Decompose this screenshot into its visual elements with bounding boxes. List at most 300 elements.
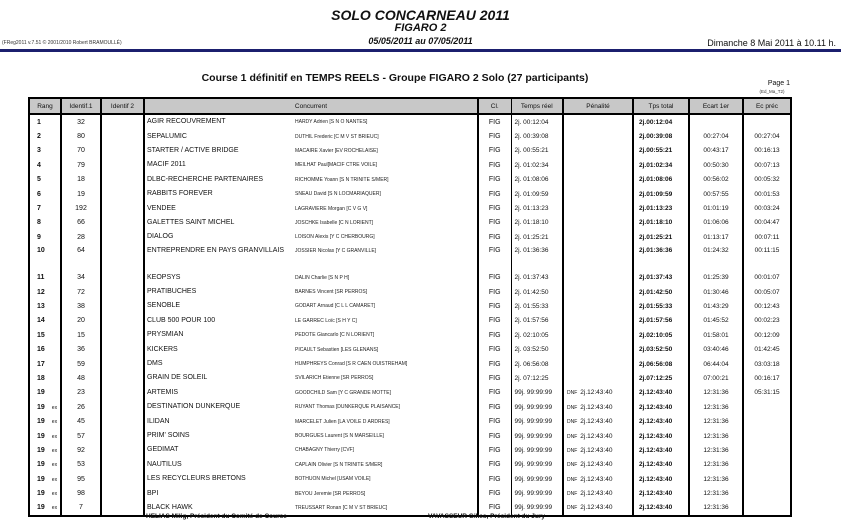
boat-name: GRAIN DE SOLEIL	[147, 374, 208, 382]
ec-prec-cell: 00:16:13	[743, 144, 791, 158]
dnf-label: DNF	[567, 462, 578, 469]
rank-cell	[29, 114, 61, 129]
concurrent-cell	[144, 328, 478, 342]
table-row[interactable]	[29, 414, 791, 428]
ecart-1er-cell: 00:57:55	[689, 187, 743, 201]
ex-aequo-marker: ex	[51, 447, 58, 454]
rank-cell	[29, 357, 61, 371]
boat-name: SEPALUMIC	[147, 132, 187, 140]
temps-reel-cell: 99j. 99:99:99	[511, 486, 563, 500]
ecart-1er-cell: 01:30:46	[689, 285, 743, 299]
temps-reel-cell: 2j. 01:55:33	[511, 299, 563, 313]
ecart-1er-cell	[689, 114, 743, 129]
tps-total-cell: 2j.06:56:08	[633, 357, 689, 371]
boat-name: DMS	[147, 360, 163, 368]
tps-total-cell: 2j.01:55:33	[633, 299, 689, 313]
concurrent-cell	[144, 201, 478, 215]
ecart-1er-cell: 12:31:36	[689, 386, 743, 400]
dnf-label: DNF	[567, 433, 578, 440]
column-header-rang[interactable]: Rang	[29, 98, 61, 114]
skipper-name: BARNES Vincent [SR PERROS]	[295, 289, 368, 296]
concurrent-cell	[144, 314, 478, 328]
table-row[interactable]	[29, 114, 791, 129]
ec-prec-cell: 00:11:15	[743, 245, 791, 271]
boat-name: NAUTILUS	[147, 460, 182, 468]
temps-reel-cell: 99j. 99:99:99	[511, 400, 563, 414]
identif1-cell: 98	[61, 486, 101, 500]
identif2-cell	[101, 285, 144, 299]
boat-name: KEOPSYS	[147, 273, 181, 281]
class-cell: FIG	[478, 245, 511, 271]
identif2-cell	[101, 158, 144, 172]
identif2-cell	[101, 129, 144, 143]
identif1-cell: 192	[61, 201, 101, 215]
table-row[interactable]	[29, 230, 791, 244]
rank-value: 19	[37, 461, 45, 469]
rank-value: 19	[37, 389, 45, 397]
skipper-name: HUMPHREYS Conrad [S R CAEN OUISTREHAM]	[295, 361, 408, 368]
ex-aequo-marker: ex	[51, 433, 58, 440]
temps-reel-cell: 2j. 01:08:06	[511, 173, 563, 187]
temps-reel-cell: 2j. 01:25:21	[511, 230, 563, 244]
class-cell: FIG	[478, 144, 511, 158]
boat-name: DLBC-RECHERCHE PARTENAIRES	[147, 175, 264, 183]
rank-cell	[29, 501, 61, 516]
skipper-name: GOODCHILD Sam [Y C GRANDE MOTTE]	[295, 389, 392, 396]
identif2-cell	[101, 187, 144, 201]
rank-cell	[29, 201, 61, 215]
ex-aequo-marker: ex	[51, 476, 58, 483]
rank-value: 19	[37, 446, 45, 454]
skipper-name: DALIN Charlie [S N P H]	[295, 274, 350, 281]
skipper-name: MACAIRE Xavier [EV ROCHELAISE]	[295, 147, 378, 154]
temps-reel-cell: 99j. 99:99:99	[511, 458, 563, 472]
temps-reel-cell: 99j. 99:99:99	[511, 414, 563, 428]
identif1-cell: 45	[61, 414, 101, 428]
column-header-ecart-1er[interactable]: Ecart 1er	[689, 98, 743, 114]
boat-name: CLUB 500 POUR 100	[147, 316, 216, 324]
table-row[interactable]	[29, 173, 791, 187]
ec-prec-cell: 00:03:24	[743, 201, 791, 215]
class-cell: FIG	[478, 486, 511, 500]
identif1-cell: 53	[61, 458, 101, 472]
rank-cell	[29, 472, 61, 486]
penalite-cell	[563, 271, 633, 285]
class-cell: FIG	[478, 314, 511, 328]
tps-total-cell: 2j.01:37:43	[633, 271, 689, 285]
rank-value: 18	[37, 374, 45, 382]
identif2-cell	[101, 386, 144, 400]
table-row[interactable]	[29, 400, 791, 414]
identif2-cell	[101, 271, 144, 285]
penalite-cell	[563, 357, 633, 371]
tps-total-cell: 2j.12:43:40	[633, 458, 689, 472]
tps-total-cell: 2j.12:43:40	[633, 443, 689, 457]
penalite-cell	[563, 245, 633, 271]
dnf-label: DNF	[567, 404, 578, 411]
rank-cell	[29, 386, 61, 400]
event-dates: 05/05/2011 au 07/05/2011	[368, 36, 473, 46]
boat-name: MACIF 2011	[147, 161, 186, 169]
boat-name: GALETTES SAINT MICHEL	[147, 218, 235, 226]
temps-reel-cell: 2j. 01:57:56	[511, 314, 563, 328]
ec-prec-cell	[743, 400, 791, 414]
ecart-1er-cell: 12:31:36	[689, 472, 743, 486]
ec-prec-cell	[743, 458, 791, 472]
ec-prec-cell: 00:12:09	[743, 328, 791, 342]
tps-total-cell: 2j.01:36:36	[633, 245, 689, 271]
rank-cell	[29, 443, 61, 457]
ec-prec-cell: 00:01:53	[743, 187, 791, 201]
ec-prec-cell: 00:16:17	[743, 371, 791, 385]
ecart-1er-cell: 01:01:19	[689, 201, 743, 215]
concurrent-cell	[144, 357, 478, 371]
tps-total-cell: 2j.01:09:59	[633, 187, 689, 201]
identif1-cell: 79	[61, 158, 101, 172]
skipper-name: CHABAGNY Thierry [CVF]	[295, 447, 354, 454]
identif2-cell	[101, 458, 144, 472]
identif2-cell	[101, 299, 144, 313]
course-title-text: Course 1 définitif en TEMPS REELS - Groupe FIGARO 2 Solo (27 participants)	[201, 72, 589, 84]
rank-value: 3	[37, 147, 41, 155]
table-row[interactable]	[29, 299, 791, 313]
concurrent-cell	[144, 158, 478, 172]
penalite-cell	[563, 230, 633, 244]
class-cell: FIG	[478, 371, 511, 385]
identif2-cell	[101, 173, 144, 187]
concurrent-cell	[144, 129, 478, 143]
dnf-label: DNF	[567, 505, 578, 512]
ecart-1er-cell: 00:50:30	[689, 158, 743, 172]
column-header-identif2[interactable]: Identif 2	[101, 98, 144, 114]
ecart-1er-cell: 07:00:21	[689, 371, 743, 385]
tps-total-cell: 2j.12:43:40	[633, 414, 689, 428]
table-row[interactable]	[29, 158, 791, 172]
penalite-value: 2j.12:43:40	[580, 461, 613, 469]
tps-total-cell: 2j.01:57:56	[633, 314, 689, 328]
penalite-cell	[563, 458, 633, 472]
class-cell: FIG	[478, 386, 511, 400]
penalite-cell	[563, 328, 633, 342]
penalite-cell	[563, 501, 633, 516]
skipper-name: GODART Arnaud [C L L CAMARET]	[295, 303, 376, 310]
identif1-cell: 95	[61, 472, 101, 486]
concurrent-cell	[144, 443, 478, 457]
ex-aequo-marker: ex	[51, 505, 58, 512]
skipper-name: LE GARREC Loïc [S H Y C]	[295, 317, 357, 324]
skipper-name: MEILHAT Paul[MACIF CTRE VOILE]	[295, 162, 378, 169]
rank-cell	[29, 271, 61, 285]
penalite-cell	[563, 114, 633, 129]
identif1-cell: 92	[61, 443, 101, 457]
rank-value: 12	[37, 288, 45, 296]
penalite-cell	[563, 371, 633, 385]
temps-reel-cell: 99j. 99:99:99	[511, 429, 563, 443]
rank-cell	[29, 400, 61, 414]
table-row[interactable]	[29, 187, 791, 201]
temps-reel-cell: 2j. 06:56:08	[511, 357, 563, 371]
ecart-1er-cell: 12:31:36	[689, 400, 743, 414]
penalite-cell	[563, 472, 633, 486]
dnf-label: DNF	[567, 419, 578, 426]
results-table	[28, 97, 792, 517]
rank-value: 4	[37, 161, 41, 169]
tps-total-cell: 2j.03:52:50	[633, 342, 689, 356]
class-cell: FIG	[478, 201, 511, 215]
identif1-cell: 72	[61, 285, 101, 299]
column-header-penalite[interactable]: Pénalité	[563, 98, 633, 114]
identif1-cell: 70	[61, 144, 101, 158]
class-cell: FIG	[478, 158, 511, 172]
temps-reel-cell: 99j. 99:99:99	[511, 443, 563, 457]
boat-name: LES RECYCLEURS BRETONS	[147, 475, 246, 483]
identif2-cell	[101, 328, 144, 342]
concurrent-cell	[144, 472, 478, 486]
temps-reel-cell: 2j. 00:39:08	[511, 129, 563, 143]
identif2-cell	[101, 472, 144, 486]
ec-prec-cell: 00:07:13	[743, 158, 791, 172]
table-row[interactable]	[29, 216, 791, 230]
column-header-identif1[interactable]: Identif.1	[61, 98, 101, 114]
penalite-cell	[563, 414, 633, 428]
rank-value: 19	[37, 418, 45, 426]
identif2-cell	[101, 429, 144, 443]
column-header-temps-reel[interactable]: Temps réel	[511, 98, 563, 114]
penalite-cell	[563, 314, 633, 328]
tps-total-cell: 2j.12:43:40	[633, 472, 689, 486]
skipper-name: BOTHUON Michel [USAM VOILE]	[295, 476, 371, 483]
table-header-row	[29, 98, 791, 114]
table-row[interactable]	[29, 328, 791, 342]
table-row[interactable]	[29, 285, 791, 299]
class-cell: FIG	[478, 173, 511, 187]
tps-total-cell: 2j.01:08:06	[633, 173, 689, 187]
skipper-name: BEYOU Jeremie [SR PERROS]	[295, 490, 366, 497]
table-row[interactable]	[29, 429, 791, 443]
table-row[interactable]	[29, 357, 791, 371]
ecart-1er-cell: 01:13:17	[689, 230, 743, 244]
skipper-name: CAPLAIN Olivier [S N TRINITE S/MER]	[295, 461, 383, 468]
penalite-cell	[563, 386, 633, 400]
tps-total-cell: 2j.12:43:40	[633, 486, 689, 500]
identif2-cell	[101, 342, 144, 356]
table-row[interactable]	[29, 458, 791, 472]
rank-cell	[29, 144, 61, 158]
table-row[interactable]	[29, 386, 791, 400]
penalite-cell	[563, 285, 633, 299]
rank-value: 19	[37, 504, 45, 512]
temps-reel-cell: 2j. 01:36:36	[511, 245, 563, 271]
boat-name: ENTREPRENDRE EN PAYS GRANVILLAIS	[147, 246, 285, 254]
boat-name: VENDEE	[147, 204, 176, 212]
ec-prec-cell: 00:07:11	[743, 230, 791, 244]
ecart-1er-cell: 06:44:04	[689, 357, 743, 371]
dnf-label: DNF	[567, 447, 578, 454]
tps-total-cell: 2j.00:12:04	[633, 114, 689, 129]
rank-value: 11	[37, 274, 45, 282]
rank-value: 8	[37, 219, 41, 227]
column-header-concurrent[interactable]: Concurrent	[144, 98, 478, 114]
skipper-name: MARCELET Julien [LA VOILE D ARDRES]	[295, 418, 390, 425]
rank-cell	[29, 187, 61, 201]
table-row[interactable]	[29, 271, 791, 285]
rank-value: 10	[37, 246, 45, 254]
ec-prec-cell	[743, 429, 791, 443]
rank-cell	[29, 414, 61, 428]
software-credit: (FReg2011 v.7.51 © 2001/2010 Robert BRAMOULLÉ)	[2, 40, 122, 46]
skipper-name: PEDOTE Giancarlo [C N LORIENT]	[295, 332, 375, 339]
rank-cell	[29, 158, 61, 172]
ec-prec-cell	[743, 114, 791, 129]
concurrent-cell	[144, 414, 478, 428]
identif2-cell	[101, 443, 144, 457]
column-header-ec-prec[interactable]: Ec préc	[743, 98, 791, 114]
boat-name: PRATIBUCHES	[147, 288, 197, 296]
concurrent-cell	[144, 400, 478, 414]
temps-reel-cell: 2j. 01:42:50	[511, 285, 563, 299]
temps-reel-cell: 2j. 01:13:23	[511, 201, 563, 215]
ecart-1er-cell: 01:25:39	[689, 271, 743, 285]
skipper-name: LAGRAVIERE Morgan [C V G V]	[295, 205, 368, 212]
rank-value: 7	[37, 205, 41, 213]
skipper-name: HARDY Adrien [S N O NANTES]	[295, 119, 368, 126]
penalite-cell	[563, 299, 633, 313]
boat-name: AGIR RECOUVREMENT	[147, 118, 226, 126]
boat-name: STARTER / ACTIVE BRIDGE	[147, 146, 239, 154]
rank-cell	[29, 285, 61, 299]
page-code: (Ed_Ma_T2)	[759, 89, 785, 94]
skipper-name: SNEAU David [S N LOCMARIAQUER]	[295, 191, 381, 198]
identif1-cell: 66	[61, 216, 101, 230]
penalite-cell	[563, 216, 633, 230]
class-cell: FIG	[478, 443, 511, 457]
class-cell: FIG	[478, 114, 511, 129]
penalite-value: 2j.12:43:40	[580, 475, 613, 483]
rank-cell	[29, 299, 61, 313]
rank-value: 1	[37, 118, 41, 126]
ecart-1er-cell: 01:06:06	[689, 216, 743, 230]
table-row[interactable]	[29, 472, 791, 486]
skipper-name: SVILARICH Etienne [SR PERROS]	[295, 375, 374, 382]
ec-prec-cell: 00:01:07	[743, 271, 791, 285]
class-cell: FIG	[478, 299, 511, 313]
skipper-name: LOISON Alexis [Y C CHERBOURG]	[295, 234, 375, 241]
concurrent-cell	[144, 299, 478, 313]
identif1-cell: 18	[61, 173, 101, 187]
table-row[interactable]	[29, 201, 791, 215]
concurrent-cell	[144, 187, 478, 201]
identif2-cell	[101, 230, 144, 244]
ec-prec-cell	[743, 501, 791, 516]
table-row[interactable]	[29, 342, 791, 356]
tps-total-cell: 2j.12:43:40	[633, 429, 689, 443]
ecart-1er-cell: 12:31:36	[689, 429, 743, 443]
identif1-cell: 36	[61, 342, 101, 356]
table-row[interactable]	[29, 314, 791, 328]
class-cell: FIG	[478, 328, 511, 342]
ec-prec-cell	[743, 472, 791, 486]
ecart-1er-cell: 01:45:52	[689, 314, 743, 328]
table-row[interactable]	[29, 129, 791, 143]
class-cell: FIG	[478, 472, 511, 486]
rank-cell	[29, 458, 61, 472]
concurrent-cell	[144, 114, 478, 129]
penalite-value: 2j.12:43:40	[580, 432, 613, 440]
boat-name: GEDIMAT	[147, 446, 179, 454]
tps-total-cell: 2j.02:10:05	[633, 328, 689, 342]
table-row[interactable]	[29, 443, 791, 457]
rank-cell	[29, 230, 61, 244]
skipper-name: JOSCHKE Isabelle [C N LORIENT]	[295, 219, 374, 226]
temps-reel-cell: 2j. 03:52:50	[511, 342, 563, 356]
identif1-cell: 32	[61, 114, 101, 129]
identif1-cell: 15	[61, 328, 101, 342]
rank-cell	[29, 216, 61, 230]
ecart-1er-cell: 12:31:36	[689, 458, 743, 472]
ex-aequo-marker: ex	[51, 404, 58, 411]
penalite-cell	[563, 486, 633, 500]
boat-name: PRIM' SOINS	[147, 432, 190, 439]
rank-cell	[29, 342, 61, 356]
identif2-cell	[101, 414, 144, 428]
class-cell: FIG	[478, 429, 511, 443]
signature-jury: VAVASSEUR Gilles, Président du Jury	[428, 513, 546, 520]
identif2-cell	[101, 486, 144, 500]
penalite-cell	[563, 342, 633, 356]
rank-value: 16	[37, 346, 45, 354]
identif1-cell: 57	[61, 429, 101, 443]
table-row[interactable]	[29, 144, 791, 158]
ecart-1er-cell: 01:43:29	[689, 299, 743, 313]
identif2-cell	[101, 314, 144, 328]
signature-race-committee: HELIAS Milig, Président du Comité de Course	[146, 513, 287, 520]
rank-cell	[29, 486, 61, 500]
penalite-value: 2j.12:43:40	[580, 446, 613, 454]
tps-total-cell: 2j.01:02:34	[633, 158, 689, 172]
column-header-class[interactable]: Cl.	[478, 98, 511, 114]
ec-prec-cell: 00:12:43	[743, 299, 791, 313]
identif1-cell: 64	[61, 245, 101, 271]
event-title: SOLO CONCARNEAU 2011	[331, 7, 510, 23]
rank-value: 15	[37, 331, 45, 339]
table-row[interactable]	[29, 501, 791, 516]
tps-total-cell: 2j.01:42:50	[633, 285, 689, 299]
table-row[interactable]	[29, 371, 791, 385]
boat-name: BPI	[147, 489, 159, 497]
penalite-cell	[563, 201, 633, 215]
penalite-cell	[563, 129, 633, 143]
table-row[interactable]	[29, 245, 791, 271]
identif2-cell	[101, 501, 144, 516]
table-row[interactable]	[29, 486, 791, 500]
penalite-cell	[563, 173, 633, 187]
dnf-label: DNF	[567, 390, 578, 397]
identif1-cell: 20	[61, 314, 101, 328]
ec-prec-cell: 01:42:45	[743, 342, 791, 356]
tps-total-cell: 2j.01:13:23	[633, 201, 689, 215]
identif1-cell: 7	[61, 501, 101, 516]
column-header-tps-total[interactable]: Tps total	[633, 98, 689, 114]
penalite-cell	[563, 443, 633, 457]
rank-value: 19	[37, 490, 45, 498]
ec-prec-cell: 00:04:47	[743, 216, 791, 230]
ecart-1er-cell: 01:24:32	[689, 245, 743, 271]
skipper-name: JOSSIER Nicolas [Y C GRANVILLE]	[295, 247, 377, 254]
ecart-1er-cell: 12:31:36	[689, 443, 743, 457]
skipper-name: RUYANT Thomas [DUNKERQUE PLAISANCE]	[295, 404, 401, 411]
temps-reel-cell: 2j. 07:12:25	[511, 371, 563, 385]
rank-value: 17	[37, 360, 45, 368]
